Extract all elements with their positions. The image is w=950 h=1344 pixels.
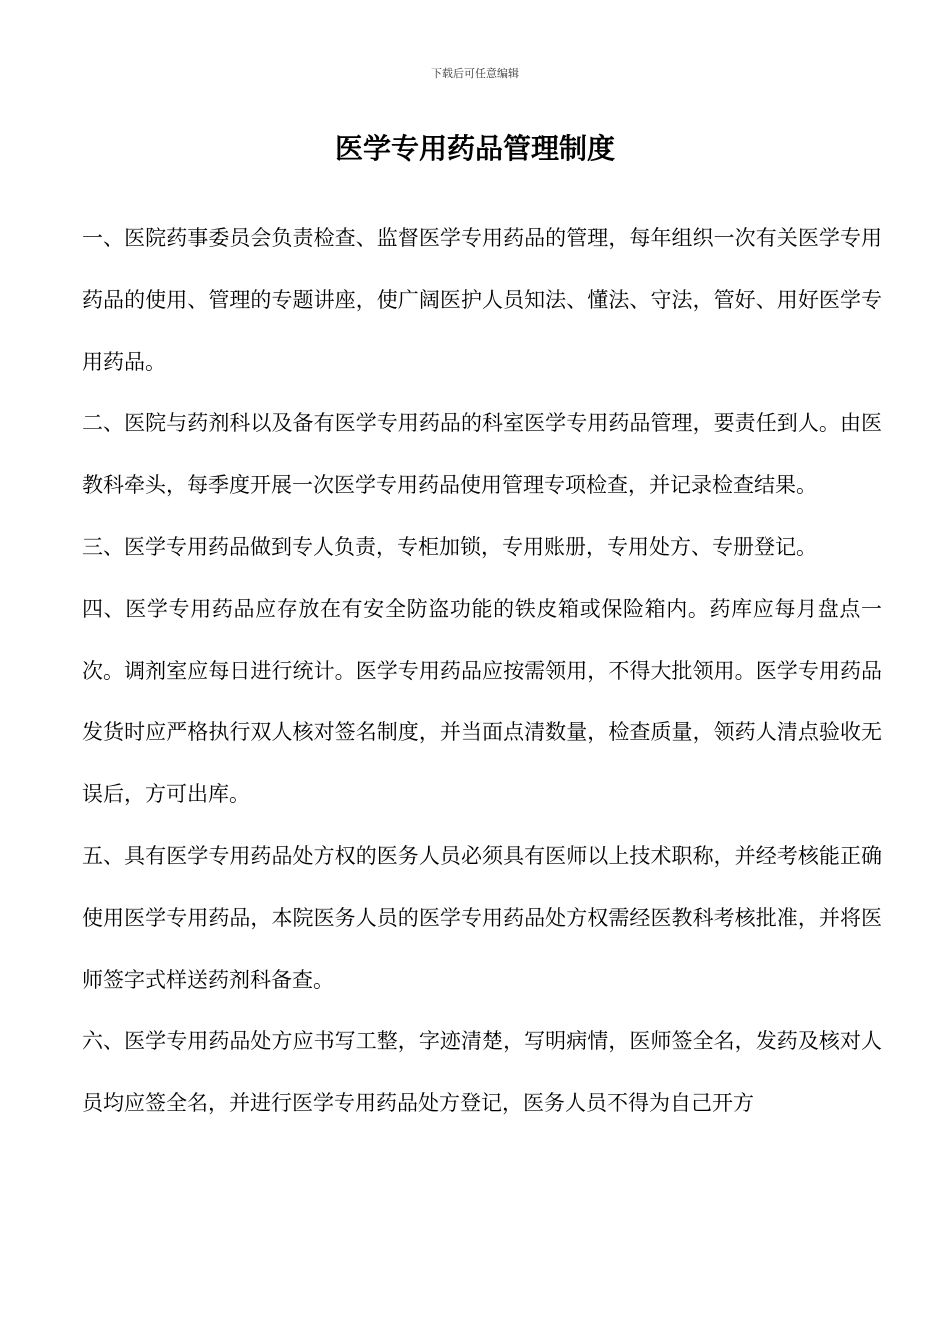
header-note: 下载后可任意编辑 (431, 67, 519, 80)
paragraph-2: 二、医院与药剂科以及备有医学专用药品的科室医学专用药品管理，要责任到人。由医教科牵头，每季度开展一次医学专用药品使用管理专项检查，并记录检查结果。 (82, 411, 882, 498)
paragraph-1: 一、医院药事委员会负责检查、监督医学专用药品的管理，每年组织一次有关医学专用药品的使用、管理的专题讲座，使广阔医护人员知法、懂法、守法，管好、用好医学专用药品。 (82, 226, 882, 374)
paragraph-5: 五、具有医学专用药品处方权的医务人员必须具有医师以上技术职称，并经考核能正确使用医学专用药品，本院医务人员的医学专用药品处方权需经医教科考核批准，并将医师签字式样送药剂科备查。 (82, 843, 882, 992)
document-body (82, 208, 882, 1135)
paragraph-4: 四、医学专用药品应存放在有安全防盗功能的铁皮箱或保险箱内。药库应每月盘点一次。调剂室应每日进行统计。医学专用药品应按需领用，不得大批领用。医学专用药品发货时应严格执行双人核对签名制度，并当面点清数量，检查质量，领药人清点验收无误后，方可出库。 (82, 596, 882, 807)
paragraph-3: 三、医学专用药品做到专人负责，专柜加锁，专用账册，专用处方、专册登记。 (82, 534, 817, 559)
paragraph-6: 六、医学专用药品处方应书写工整，字迹清楚，写明病情，医师签全名，发药及核对人员均应签全名，并进行医学专用药品处方登记，医务人员不得为自己开方 (82, 1029, 882, 1116)
document-title: 医学专用药品管理制度 (334, 132, 615, 165)
